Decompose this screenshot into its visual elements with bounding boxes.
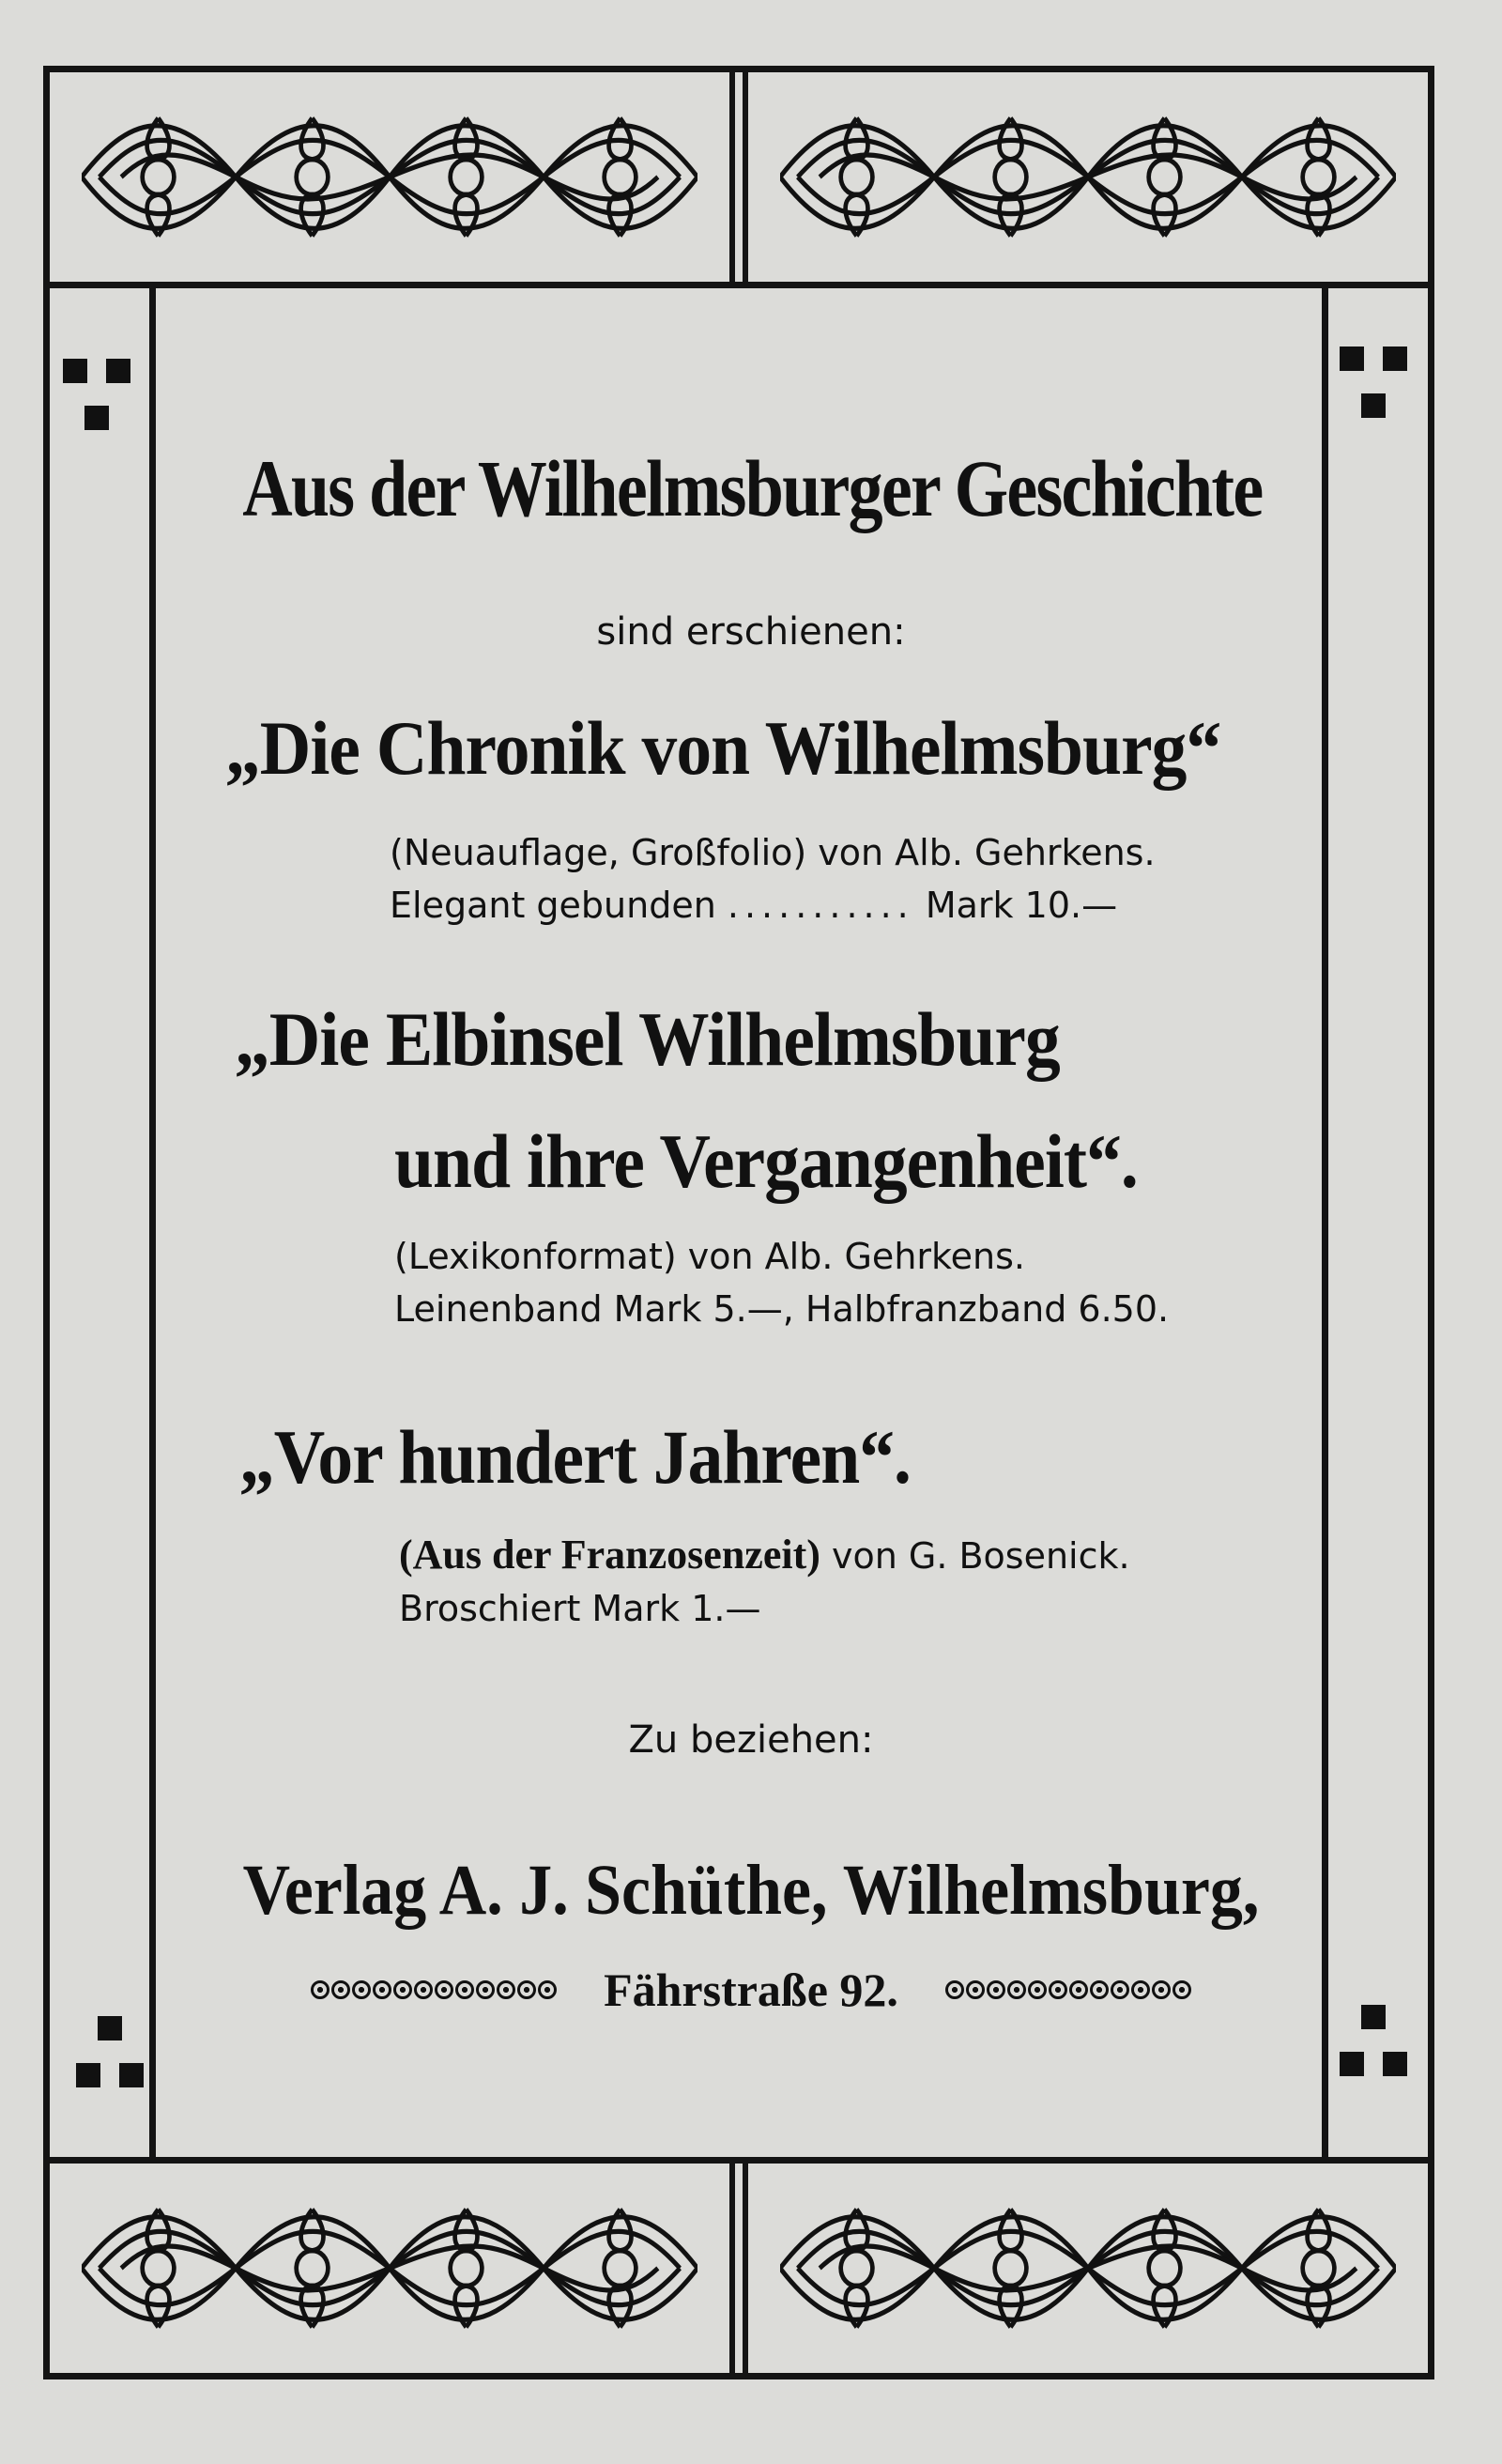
book-3-subtitle: (Aus der Franzosenzeit) — [399, 1532, 820, 1578]
top-ornament-band — [50, 72, 1428, 288]
book-1-details — [390, 826, 1156, 932]
purchase-label: Zu beziehen: — [628, 1718, 874, 1762]
book-2-title-line1: „Die Elbinsel Wilhelmsburg — [235, 996, 1060, 1082]
page-subtitle: sind erschienen: — [596, 610, 906, 654]
square-cluster-icon — [63, 359, 138, 434]
book-1-line1: (Neuauflage, Großfolio) von Alb. Gehrkens. — [390, 832, 1156, 873]
ornament-icon — [748, 72, 1428, 282]
publisher-address: Fährstraße 92. — [604, 1964, 898, 2016]
book-2-line1: (Lexikonformat) von Alb. Gehrkens. — [394, 1236, 1026, 1277]
square-cluster-icon — [1340, 2005, 1415, 2080]
book-3-line1 — [399, 1529, 1130, 1582]
book-3-author: von G. Bosenick. — [831, 1535, 1130, 1577]
book-1-price: Mark 10.— — [925, 885, 1118, 926]
square-cluster-icon — [1340, 346, 1415, 422]
book-1-binding: Elegant gebunden — [390, 885, 716, 926]
book-1-title: „Die Chronik von Wilhelmsburg“ — [225, 705, 1221, 791]
ad-content — [160, 263, 1342, 2201]
book-1-leader-dots: ........... — [727, 885, 914, 926]
left-inner-rule — [149, 288, 156, 2157]
square-cluster-icon — [76, 2016, 151, 2091]
book-3-title: „Vor hundert Jahren“. — [239, 1414, 911, 1500]
dot-chain-right-icon — [945, 1980, 1191, 1999]
book-2-details — [394, 1230, 1169, 1335]
publisher-name: Verlag A. J. Schüthe, Wilhelmsburg, — [242, 1851, 1260, 1930]
dot-chain-left-icon — [311, 1980, 557, 1999]
ornament-icon — [50, 72, 729, 282]
address-row — [160, 1963, 1342, 2017]
book-2-line2: Leinenband Mark 5.—, Halbfranzband 6.50. — [394, 1288, 1170, 1330]
page-title: Aus der Wilhelmsburger Geschichte — [242, 443, 1263, 533]
book-2-title-line2: und ihre Vergangenheit“. — [394, 1118, 1138, 1204]
book-3-details — [399, 1529, 1130, 1635]
book-3-line2: Broschiert Mark 1.— — [399, 1588, 761, 1629]
book-1-line2 — [390, 879, 1156, 932]
band-divider — [729, 72, 748, 282]
